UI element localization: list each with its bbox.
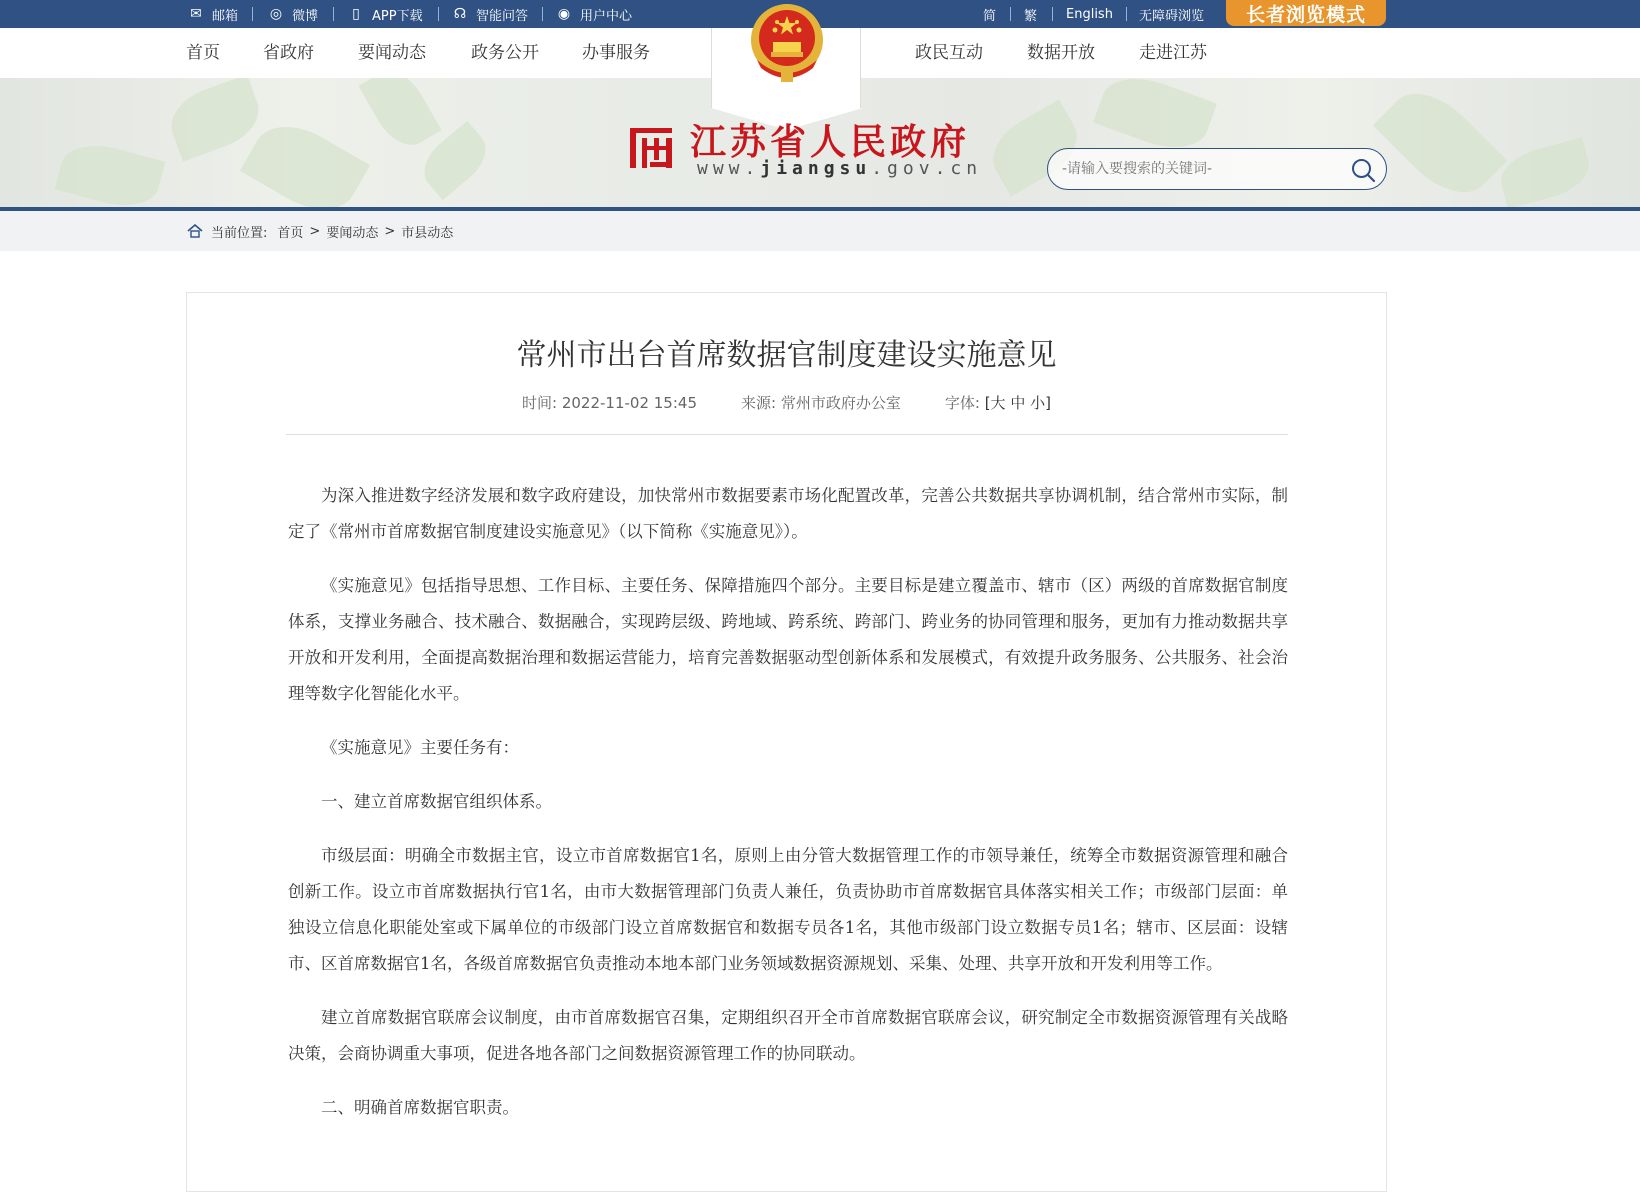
simplified-chinese-link[interactable] bbox=[983, 0, 996, 28]
article-paragraph: 建立首席数据官联席会议制度，由市首席数据官召集，定期组织召开全市首席数据官联席会议，研究制定全市数据资源管理有关战略决策，会商协调重大事项，促进各地各部门之间数据资源管理工作的协同联动。 bbox=[288, 1008, 1288, 1063]
app-download-label: APP下载 bbox=[372, 8, 423, 24]
nav-interaction[interactable]: 政民互动 bbox=[915, 43, 983, 63]
traditional-chinese-link[interactable] bbox=[1024, 0, 1037, 28]
mail-icon: ✉ bbox=[190, 6, 202, 22]
font-medium-button[interactable]: 中 bbox=[1010, 394, 1026, 412]
accessible-label: 无障碍浏览 bbox=[1139, 8, 1205, 24]
breadcrumb bbox=[187, 211, 453, 251]
article-paragraph: 一、建立首席数据官组织体系。 bbox=[321, 792, 552, 811]
breadcrumb-separator: > bbox=[309, 223, 321, 239]
breadcrumb-home[interactable]: 首页 bbox=[277, 225, 304, 241]
search-box bbox=[1047, 148, 1387, 190]
article-body bbox=[288, 478, 1288, 1144]
article-title: 常州市出台首席数据官制度建设实施意见 bbox=[516, 338, 1057, 373]
smart-qa-label: 智能问答 bbox=[476, 8, 529, 24]
article-paragraph: 《实施意见》主要任务有： bbox=[321, 738, 519, 757]
user-center-label: 用户中心 bbox=[580, 8, 633, 24]
utility-separator bbox=[542, 7, 543, 21]
utility-separator bbox=[1126, 7, 1127, 21]
phone-icon: ▯ bbox=[352, 6, 360, 22]
weibo-icon: ◎ bbox=[269, 6, 283, 22]
site-title: 江苏省人民政府 bbox=[690, 122, 971, 163]
search-icon[interactable] bbox=[1350, 157, 1376, 183]
article-paragraph: 为深入推进数字经济发展和数字政府建设，加快常州市数据要素市场化配置改革，完善公共数据共享协调机制，结合常州市实际，制定了《常州市首席数据官制度建设实施意见》（以下简称《实施意见》）。 bbox=[288, 486, 1288, 541]
breadcrumb-label: 当前位置: bbox=[211, 225, 268, 241]
breadcrumb-city-news[interactable]: 市县动态 bbox=[401, 225, 454, 241]
search-input[interactable] bbox=[1062, 149, 1342, 189]
user-icon: ◉ bbox=[557, 6, 571, 22]
mail-link[interactable] bbox=[186, 0, 238, 28]
accessible-browse-link[interactable] bbox=[1139, 0, 1204, 28]
simplified-label: 简 bbox=[983, 8, 997, 24]
weibo-label: 微博 bbox=[292, 8, 319, 24]
english-link[interactable] bbox=[1066, 0, 1113, 28]
utility-separator bbox=[252, 7, 253, 21]
nav-services[interactable]: 办事服务 bbox=[582, 43, 650, 63]
jiangsu-logo-icon bbox=[628, 124, 674, 172]
nav-about-jiangsu[interactable]: 走进江苏 bbox=[1139, 43, 1207, 63]
smart-qa-link[interactable] bbox=[450, 0, 528, 28]
weibo-link[interactable] bbox=[266, 0, 318, 28]
nav-gov-affairs[interactable]: 政务公开 bbox=[471, 43, 539, 63]
nav-news[interactable]: 要闻动态 bbox=[358, 43, 426, 63]
english-label: English bbox=[1066, 6, 1113, 22]
app-download-link[interactable] bbox=[346, 0, 423, 28]
nav-home[interactable]: 首页 bbox=[186, 43, 220, 63]
mail-label: 邮箱 bbox=[212, 8, 239, 24]
font-large-button[interactable]: 大 bbox=[990, 394, 1006, 412]
article-paragraph: 市级层面：明确全市数据主官，设立市首席数据官1名，原则上由分管大数据管理工作的市领导兼任，统筹全市数据资源管理和融合创新工作。设立市首席数据执行官1名，由市大数据管理部门负责人兼任，负责协助市首席数据官具体落实相关工作；市级部门层面：单独设立信息化职能处室或下属单位的市级部门设立首席数据官和数据专员各1名，其他市级部门设立数据专员1名；辖市、区层面：设辖市、区首席数据官1名，各级首席数据官负责推动本地本部门业务领域数据资源规划、采集、处理、共享开放和开发利用等工作。 bbox=[288, 846, 1288, 973]
breadcrumb-separator: > bbox=[384, 223, 396, 239]
breadcrumb-news[interactable]: 要闻动态 bbox=[326, 225, 379, 241]
article-source: 来源: 常州市政府办公室 bbox=[740, 394, 901, 412]
title-divider bbox=[286, 434, 1288, 435]
utility-separator bbox=[1052, 7, 1053, 21]
article-paragraph: 二、明确首席数据官职责。 bbox=[321, 1098, 519, 1117]
font-small-button[interactable]: 小 bbox=[1030, 394, 1046, 412]
publish-time: 时间: 2022-11-02 15:45 bbox=[521, 394, 697, 412]
article-paragraph: 《实施意见》包括指导思想、工作目标、主要任务、保障措施四个部分。主要目标是建立覆盖市、辖市（区）两级的首席数据官制度体系，支撑业务融合、技术融合、数据融合，实现跨层级、跨地域、跨系统、跨部门、跨业务的协同管理和服务，更加有力推动数据共享开放和开发利用，全面提高数据治理和数据运营能力，培育完善数据驱动型创新体系和发展模式，有效提升政务服务、公共服务、社会治理等数字化智能化水平。 bbox=[288, 576, 1288, 703]
utility-separator bbox=[1010, 7, 1011, 21]
traditional-label: 繁 bbox=[1024, 8, 1038, 24]
site-url: www.jiangsu.gov.cn bbox=[697, 158, 983, 179]
national-emblem-icon bbox=[747, 2, 827, 86]
utility-separator bbox=[438, 7, 439, 21]
home-icon bbox=[187, 224, 203, 238]
utility-separator bbox=[333, 7, 334, 21]
elder-mode-button[interactable]: 长者浏览模式 bbox=[1226, 0, 1386, 26]
nav-open-data[interactable]: 数据开放 bbox=[1027, 43, 1095, 63]
headset-icon: ☊ bbox=[453, 6, 467, 22]
font-size-control: 字体: [大 中 小] bbox=[944, 394, 1052, 412]
user-center-link[interactable] bbox=[554, 0, 632, 28]
nav-province-gov[interactable]: 省政府 bbox=[263, 43, 314, 63]
article-meta bbox=[186, 392, 1387, 413]
